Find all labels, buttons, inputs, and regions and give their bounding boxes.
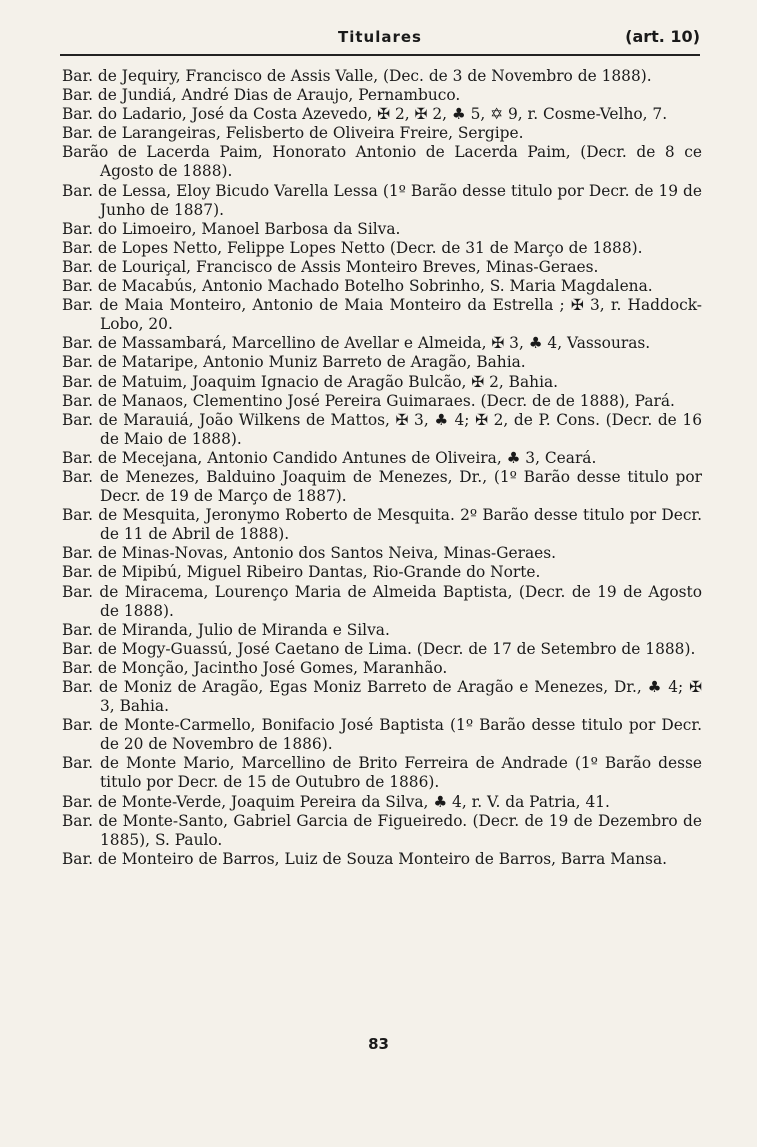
header-rule <box>60 54 700 56</box>
list-item: Bar. de Mecejana, Antonio Candido Antunes de Oliveira, ♣ 3, Ceará. <box>62 448 597 467</box>
running-title: Titulares <box>338 28 422 46</box>
article-reference: (art. 10) <box>625 27 700 46</box>
list-item: Bar. de Lessa, Eloy Bicudo Varella Lessa (1º Barão desse titulo por Decr. de 19 de Junho de 1887). <box>62 181 702 219</box>
list-item: Bar. de Mataripe, Antonio Muniz Barreto de Aragão, Bahia. <box>62 353 526 372</box>
list-item: Bar. de Larangeiras, Felisberto de Oliveira Freire, Sergipe. <box>62 124 524 143</box>
list-item: Barão de Lacerda Paim, Honorato Antonio de Lacerda Paim, (Decr. de 8 ce Agosto de 1888). <box>62 143 702 181</box>
list-item: Bar. de Moniz de Aragão, Egas Moniz Barreto de Aragão e Menezes, Dr., ♣ 4; ✠ 3, Bahia. <box>62 678 702 716</box>
list-item: Bar. de Jequiry, Francisco de Assis Valle, (Dec. de 3 de Novembro de 1888). <box>62 67 652 85</box>
list-item: Bar. de Lopes Netto, Felippe Lopes Netto (Decr. de 31 de Março de 1888). <box>62 238 643 257</box>
list-item: Bar. do Ladario, José da Costa Azevedo, ✠ 2, ✠ 2, ♣ 5, ✡ 9, r. Cosme-Velho, 7. <box>62 105 668 124</box>
list-item: Bar. de Miranda, Julio de Miranda e Silva. <box>62 620 390 639</box>
list-item: Bar. de Monte-Carmello, Bonifacio José Baptista (1º Barão desse titulo por Decr. de 20 de Novembro de 1886). <box>62 716 702 754</box>
page-number: 83 <box>368 1035 389 1053</box>
list-item: Bar. de Louriçal, Francisco de Assis Monteiro Breves, Minas-Geraes. <box>62 257 599 276</box>
list-item: Bar. de Maia Monteiro, Antonio de Maia Monteiro da Estrella ; ✠ 3, r. Haddock-Lobo, 20. <box>62 296 702 334</box>
list-item: Bar. de Monção, Jacintho José Gomes, Maranhão. <box>62 658 448 677</box>
list-item: Bar. de Mipibú, Miguel Ribeiro Dantas, Rio-Grande do Norte. <box>62 563 541 582</box>
list-item: Bar. de Monte Mario, Marcellino de Brito Ferreira de Andrade (1º Barão desse titulo por Decr. de 15 de Outubro de 1886). <box>62 754 702 792</box>
list-item: Bar. de Mogy-Guassú, José Caetano de Lima. (Decr. de 17 de Setembro de 1888). <box>62 639 696 658</box>
list-item: Bar. de Mesquita, Jeronymo Roberto de Mesquita. 2º Barão desse titulo por Decr. de 11 de Abril de 1888). <box>62 506 702 544</box>
list-item: Bar. de Jundiá, André Dias de Araujo, Pernambuco. <box>62 86 461 105</box>
list-item: Bar. de Manaos, Clementino José Pereira Guimaraes. (Decr. de de 1888), Pará. <box>62 391 675 410</box>
list-item: Bar. de Matuim, Joaquim Ignacio de Aragão Bulcão, ✠ 2, Bahia. <box>62 372 559 391</box>
list-item: Bar. de Monte-Verde, Joaquim Pereira da Silva, ♣ 4, r. V. da Patria, 41. <box>62 792 610 811</box>
list-item: Bar. de Massambará, Marcellino de Avellar e Almeida, ✠ 3, ♣ 4, Vassouras. <box>62 334 651 353</box>
list-item: Bar. de Monte-Santo, Gabriel Garcia de Figueiredo. (Decr. de 19 de Dezembro de 1885), S. Paulo. <box>62 811 702 849</box>
list-item: Bar. de Minas-Novas, Antonio dos Santos Neiva, Minas-Geraes. <box>62 544 557 563</box>
list-item: Bar. do Limoeiro, Manoel Barbosa da Silva. <box>62 219 401 238</box>
list-item: Bar. de Menezes, Balduino Joaquim de Menezes, Dr., (1º Barão desse titulo por Decr. de 19 de Março de 1887). <box>62 467 702 506</box>
list-item: Bar. de Miracema, Lourenço Maria de Almeida Baptista, (Decr. de 19 de Agosto de 1888). <box>62 582 702 620</box>
entry-list <box>62 67 702 869</box>
list-item: Bar. de Monteiro de Barros, Luiz de Souza Monteiro de Barros, Barra Mansa. <box>62 849 668 868</box>
list-item: Bar. de Macabús, Antonio Machado Botelho Sobrinho, S. Maria Magdalena. <box>62 277 653 296</box>
page-header <box>60 22 700 56</box>
list-item: Bar. de Marauiá, João Wilkens de Mattos, ✠ 3, ♣ 4; ✠ 2, de P. Cons. (Decr. de 16 de Maio de 1888). <box>62 410 702 448</box>
